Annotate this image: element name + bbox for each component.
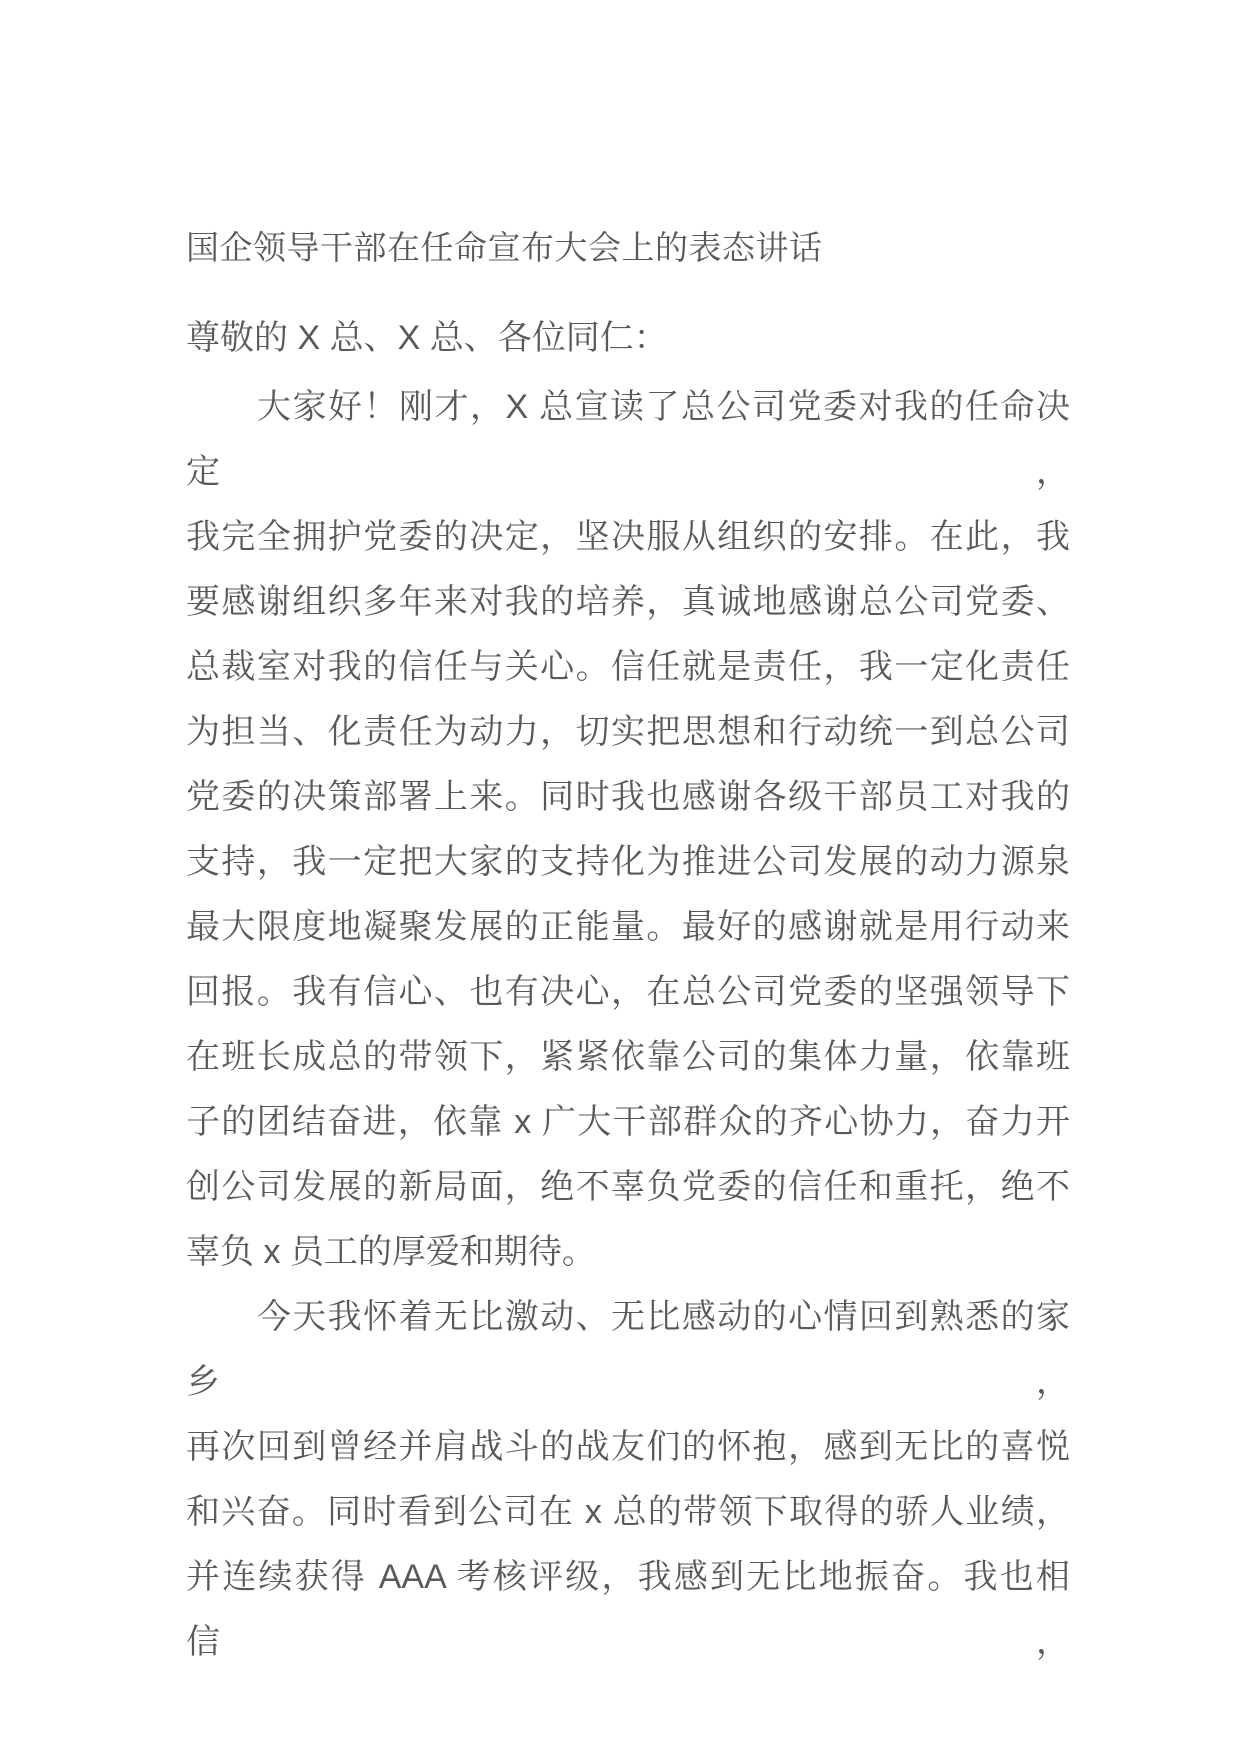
- document-line: 为担当、化责任为动力，切实把思想和行动统一到总公司: [186, 713, 1070, 751]
- document-line: 我完全拥护党委的决定，坚决服从组织的安排。在此，我: [186, 518, 1070, 556]
- document-line: 最大限度地凝聚发展的正能量。最好的感谢就是用行动来: [186, 908, 1070, 946]
- document-line: 在班长成总的带领下，紧紧依靠公司的集体力量，依靠班: [186, 1038, 1070, 1076]
- document-line: 和兴奋。同时看到公司在 x 总的带领下取得的骄人业绩，: [186, 1493, 1070, 1531]
- document-line: 子的团结奋进，依靠 x 广大干部群众的齐心协力，奋力开: [186, 1103, 1070, 1141]
- document-line: 支持，我一定把大家的支持化为推进公司发展的动力源泉: [186, 843, 1070, 881]
- document-line: 创公司发展的新局面，绝不辜负党委的信任和重托，绝不: [186, 1168, 1070, 1206]
- paragraph-1: [186, 375, 1070, 1285]
- document-line: 总裁室对我的信任与关心。信任就是责任，我一定化责任: [186, 648, 1070, 686]
- salutation-line: 尊敬的 X 总、X 总、各位同仁：: [186, 319, 668, 357]
- document-line: 要感谢组织多年来对我的培养，真诚地感谢总公司党委、: [186, 583, 1070, 621]
- document-line: 今天我怀着无比激动、无比感动的心情回到熟悉的家乡，: [186, 1298, 1070, 1401]
- document-line: 大家好！刚才，X 总宣读了总公司党委对我的任命决定，: [186, 388, 1070, 491]
- document-line: 党委的决策部署上来。同时我也感谢各级干部员工对我的: [186, 778, 1070, 816]
- paragraph-2: [186, 1285, 1070, 1675]
- document-line: 并连续获得 AAA 考核评级，我感到无比地振奋。我也相信，: [186, 1558, 1070, 1661]
- document-line: 回报。我有信心、也有决心，在总公司党委的坚强领导下: [186, 973, 1070, 1011]
- document-title: 国企领导干部在任命宣布大会上的表态讲话: [186, 229, 823, 266]
- document-line: 再次回到曾经并肩战斗的战友们的怀抱，感到无比的喜悦: [186, 1428, 1070, 1466]
- document-line: 辜负 x 员工的厚爱和期待。: [186, 1233, 596, 1271]
